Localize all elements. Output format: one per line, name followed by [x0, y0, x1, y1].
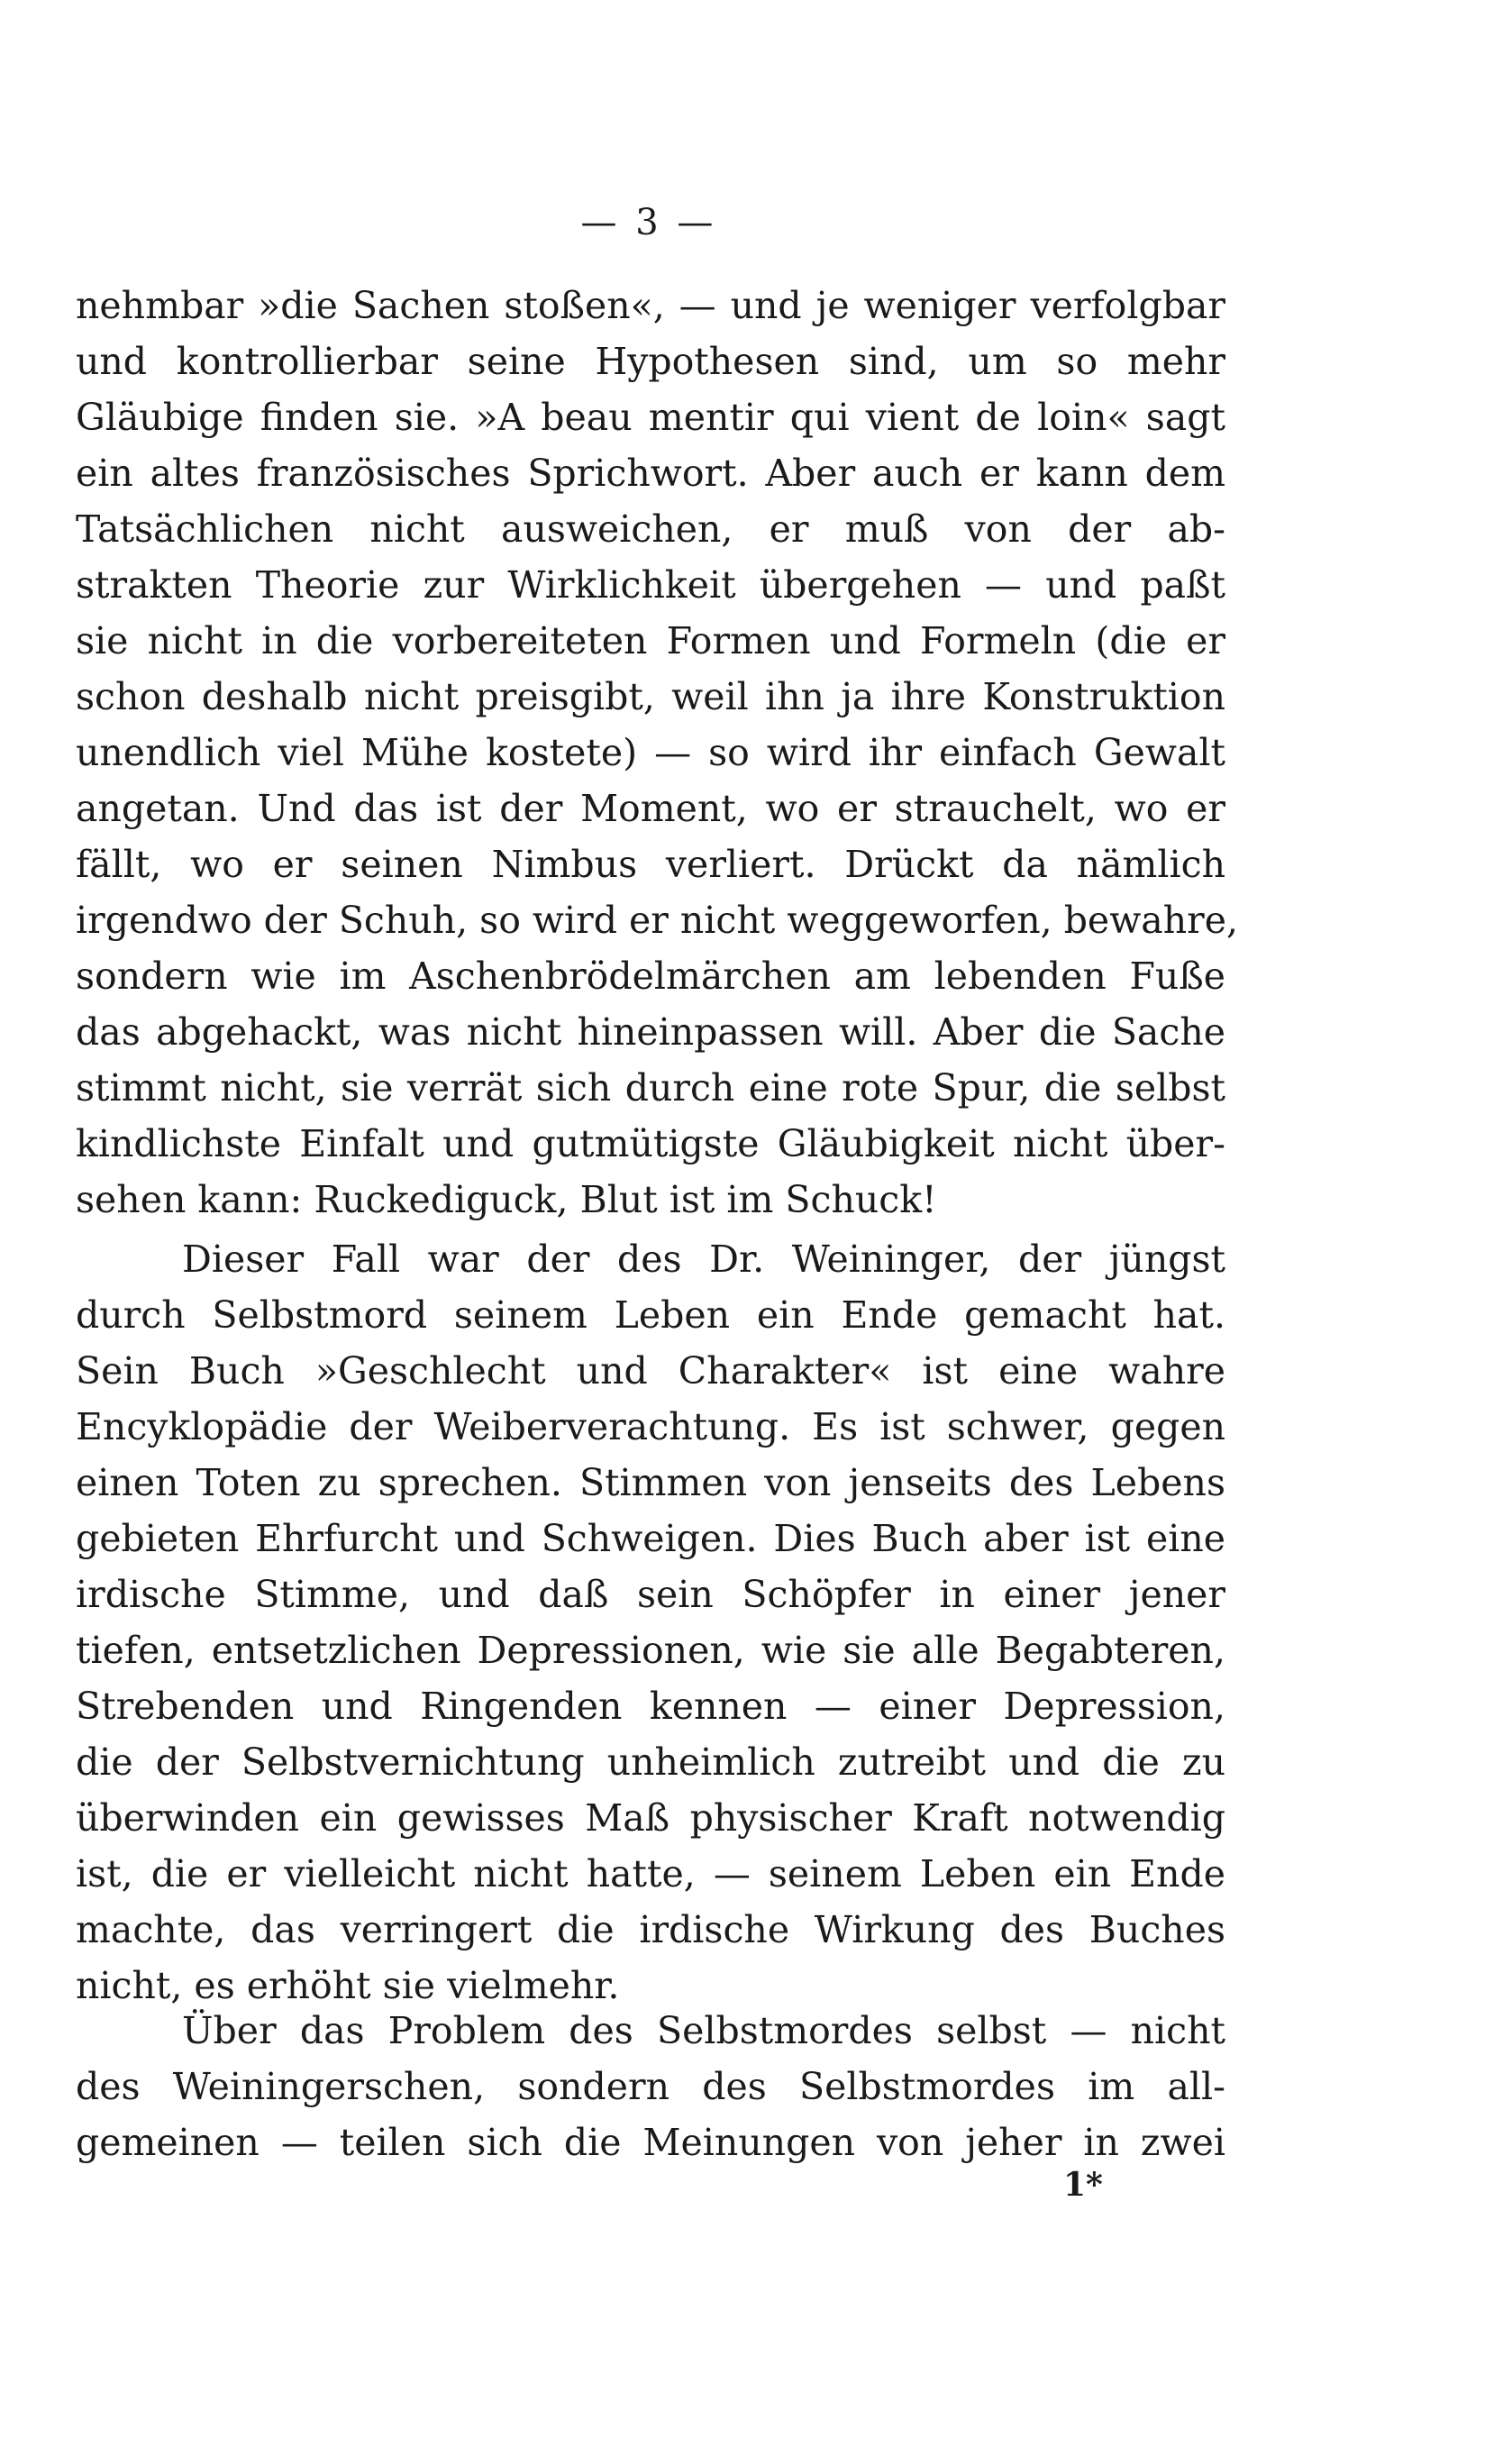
text-line: Tatsächlichen nicht ausweichen, er muß von der ab-	[76, 507, 1225, 551]
text-line: die der Selbstvernichtung unheimlich zutreibt und die zu	[76, 1740, 1225, 1784]
text-line: nehmbar »die Sachen stoßen«, — und je weniger verfolgbar	[76, 284, 1225, 327]
text-line: sie nicht in die vorbereiteten Formen und Formeln (die er	[76, 619, 1225, 662]
text-line: sehen kann: Ruckediguck, Blut ist im Schuck!	[76, 1178, 937, 1221]
text-line: überwinden ein gewisses Maß physischer Kraft notwendig	[76, 1796, 1225, 1840]
text-line: stimmt nicht, sie verrät sich durch eine rote Spur, die selbst	[76, 1066, 1225, 1110]
page-number: — 3 —	[580, 202, 717, 243]
text-line: schon deshalb nicht preisgibt, weil ihn ja ihre Konstruktion	[76, 675, 1225, 718]
text-line: gemeinen — teilen sich die Meinungen von jeher in zwei	[76, 2121, 1225, 2164]
text-line: tiefen, entsetzlichen Depressionen, wie sie alle Begabteren,	[76, 1629, 1225, 1672]
text-line: fällt, wo er seinen Nimbus verliert. Drückt da nämlich	[76, 843, 1225, 886]
text-line: irdische Stimme, und daß sein Schöpfer in einer jener	[76, 1573, 1225, 1616]
text-line: Dieser Fall war der des Dr. Weininger, der jüngst	[182, 1238, 1225, 1281]
text-line: einen Toten zu sprechen. Stimmen von jenseits des Lebens	[76, 1461, 1225, 1504]
text-line: Über das Problem des Selbstmordes selbst — nicht	[182, 2009, 1225, 2052]
paragraph-3	[76, 2003, 1225, 2170]
text-line: sondern wie im Aschenbrödelmärchen am lebenden Fuße	[76, 954, 1225, 998]
text-line: durch Selbstmord seinem Leben ein Ende gemacht hat.	[76, 1293, 1225, 1337]
text-line: des Weiningerschen, sondern des Selbstmordes im all-	[76, 2065, 1225, 2108]
text-line: Strebenden und Ringenden kennen — einer Depression,	[76, 1685, 1225, 1728]
text-line: und kontrollierbar seine Hypothesen sind, um so mehr	[76, 340, 1225, 383]
text-line: nicht, es erhöht sie vielmehr.	[76, 1964, 620, 2007]
text-line: irgendwo der Schuh, so wird er nicht weggeworfen, bewahre,	[76, 899, 1239, 942]
text-line: machte, das verringert die irdische Wirkung des Buches	[76, 1908, 1225, 1951]
text-line: Encyklopädie der Weiberverachtung. Es ist schwer, gegen	[76, 1405, 1225, 1448]
text-line: unendlich viel Mühe kostete) — so wird ihr einfach Gewalt	[76, 731, 1225, 774]
text-line: angetan. Und das ist der Moment, wo er strauchelt, wo er	[76, 787, 1225, 830]
text-line: das abgehackt, was nicht hineinpassen will. Aber die Sache	[76, 1010, 1225, 1054]
signature-mark: 1*	[1063, 2166, 1103, 2204]
text-line: Gläubige finden sie. »A beau mentir qui vient de loin« sagt	[76, 396, 1225, 439]
paragraph-2	[76, 1231, 1225, 2014]
text-line: kindlichste Einfalt und gutmütigste Gläubigkeit nicht über-	[76, 1122, 1225, 1165]
text-line: Sein Buch »Geschlecht und Charakter« ist eine wahre	[76, 1349, 1225, 1393]
text-line: gebieten Ehrfurcht und Schweigen. Dies Buch aber ist eine	[76, 1517, 1225, 1560]
text-line: strakten Theorie zur Wirklichkeit übergehen — und paßt	[76, 563, 1225, 607]
text-line: ein altes französisches Sprichwort. Aber auch er kann dem	[76, 452, 1225, 495]
text-line: ist, die er vielleicht nicht hatte, — seinem Leben ein Ende	[76, 1852, 1225, 1895]
paragraph-1	[76, 278, 1239, 1228]
